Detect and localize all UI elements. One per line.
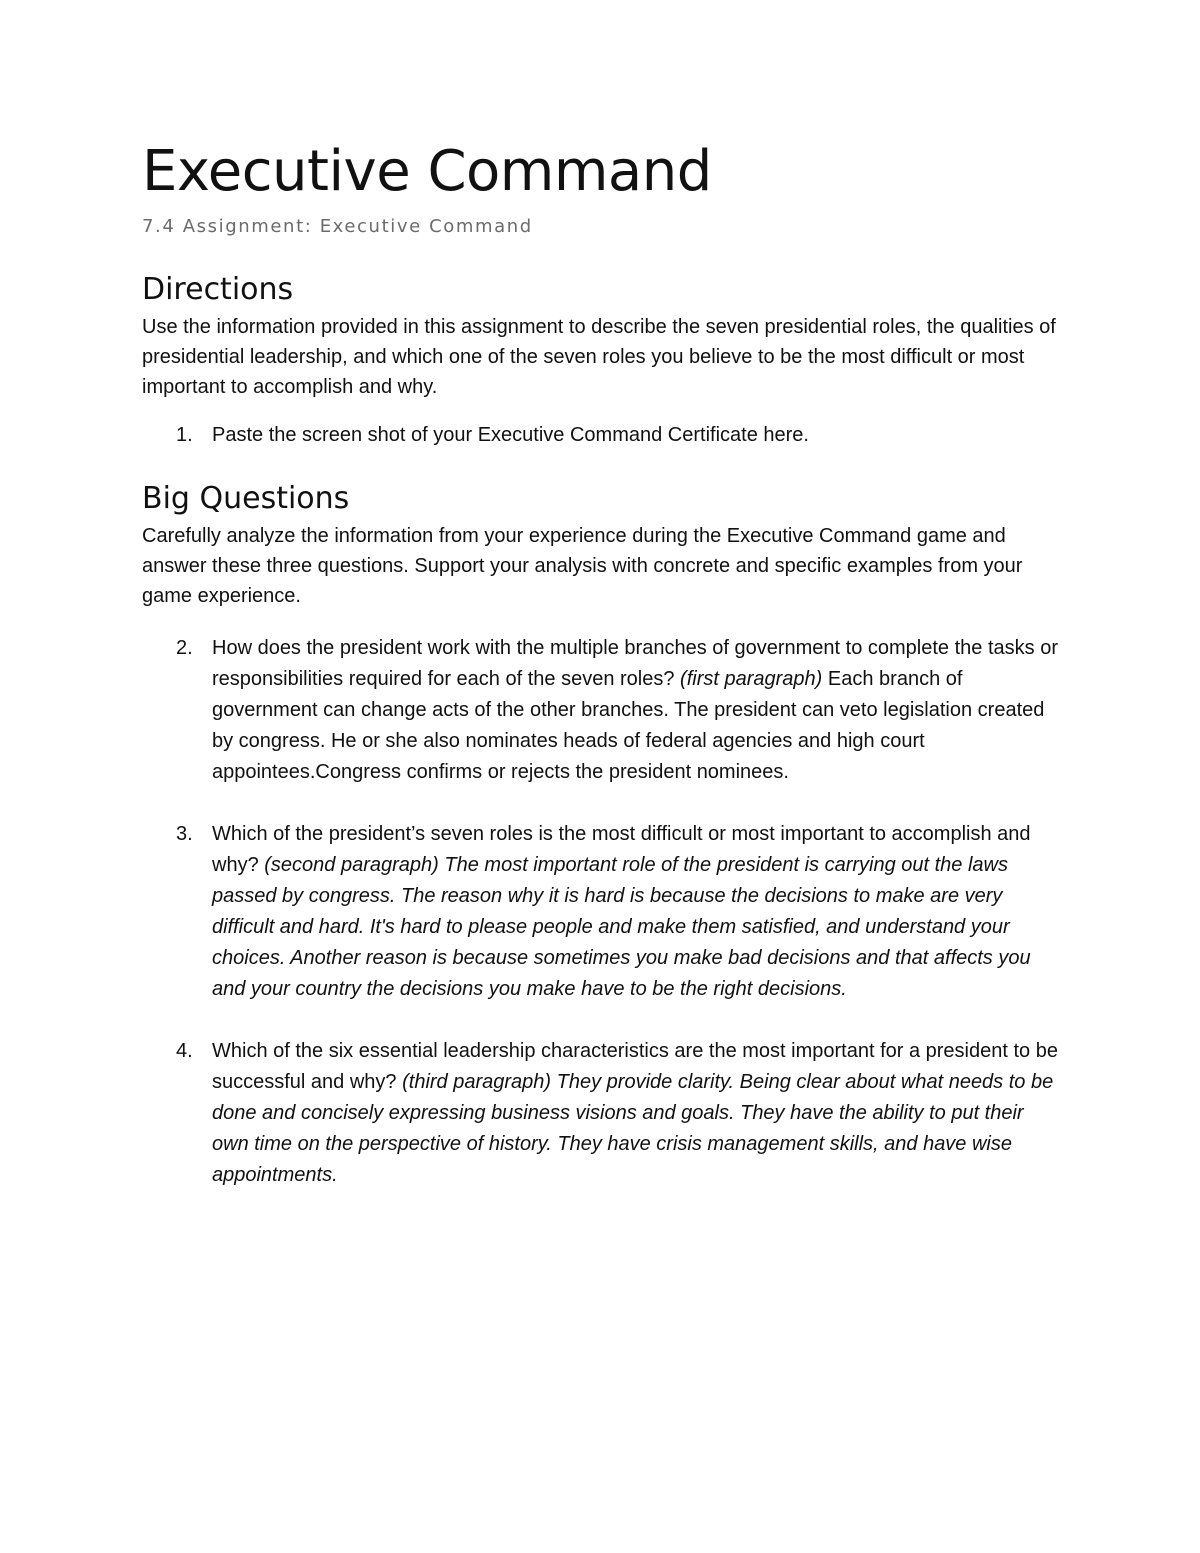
directions-list	[142, 420, 1062, 451]
list-item-number: 4.	[176, 1040, 193, 1062]
answer-text: Each branch of government can change acts of the other branches. The president can veto legislation created by congress. He or she also nominates heads of federal agencies and high court appointees.Congress confirms or rejects the president nominees.	[212, 668, 1045, 783]
question-item-4	[142, 1036, 1062, 1191]
answer-text: They provide clarity. Being clear about what needs to be done and concisely expressing business visions and goals. They have the ability to put their own time on the perspective of history. They have crisis management skills, and have wise appointments.	[212, 1071, 1054, 1186]
directions-text: Use the information provided in this assignment to describe the seven presidential roles, the qualities of presidential leadership, and which one of the seven roles you believe to be the most difficult or most important to accomplish and why.	[142, 316, 1056, 398]
list-item-number: 1.	[176, 424, 193, 446]
big-questions-heading: Big Questions	[142, 481, 350, 516]
list-item-1	[142, 420, 1062, 451]
document-subtitle: 7.4 Assignment: Executive Command	[142, 216, 533, 237]
list-item-number: 2.	[176, 637, 193, 659]
questions-list	[142, 633, 1062, 1191]
question-text: Which of the six essential leadership characteristics are the most important for a president to be successful and why?	[212, 1040, 1058, 1093]
document-page	[142, 130, 1062, 1191]
document-title: Executive Command	[142, 139, 712, 204]
big-questions-text: Carefully analyze the information from your experience during the Executive Command game and answer these three questions. Support your analysis with concrete and specific examples from your game experience.	[142, 525, 1023, 607]
paragraph-note: (first paragraph)	[680, 668, 823, 690]
question-text: How does the president work with the multiple branches of government to complete the tasks or responsibilities required for each of the seven roles?	[212, 637, 1058, 690]
directions-heading: Directions	[142, 272, 294, 307]
paragraph-note: (third paragraph)	[402, 1071, 552, 1093]
answer-text: The most important role of the president is carrying out the laws passed by congress. The reason why it is hard is because the decisions to make are very difficult and hard. It's hard to please people and make them satisfied, and understand your choices. Another reason is because sometimes you make bad decisions and that affects you and your country the decisions you make have to be the right decisions.	[212, 854, 1031, 1000]
question-item-2	[142, 633, 1062, 788]
list-item-text: Paste the screen shot of your Executive Command Certificate here.	[212, 424, 809, 446]
question-text: Which of the president’s seven roles is the most difficult or most important to accomplish and why?	[212, 823, 1031, 876]
list-item-number: 3.	[176, 823, 193, 845]
paragraph-note: (second paragraph)	[264, 854, 439, 876]
question-item-3	[142, 819, 1062, 1005]
